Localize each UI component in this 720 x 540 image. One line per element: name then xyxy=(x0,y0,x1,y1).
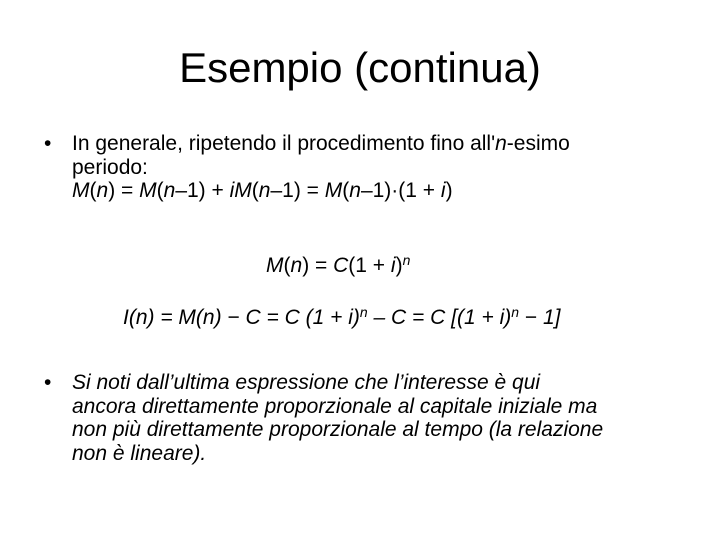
exponent: n xyxy=(511,304,520,320)
bullet1-line2: periodo: xyxy=(72,155,148,179)
bullet1-text xyxy=(72,132,570,203)
eq-part: ( xyxy=(342,179,350,202)
bullet1-line1-end: -esimo xyxy=(506,132,570,155)
eq-part: ( xyxy=(283,254,291,277)
bullet2-line: non è lineare). xyxy=(72,441,207,465)
bullet2-line: ancora direttamente proporzionale al capitale iniziale ma xyxy=(72,394,598,418)
eq-part: M xyxy=(266,254,284,277)
bullet1-line1-var: n xyxy=(495,132,507,155)
eq-part: ) xyxy=(445,179,453,202)
eq-part: (1 + xyxy=(348,254,391,277)
bullet1-line3-equation xyxy=(72,179,453,202)
eq-part: 1] xyxy=(537,306,561,329)
eq-part: n xyxy=(163,179,176,202)
eq-part: I(n) = M(n) xyxy=(123,306,228,329)
eq-part: ) xyxy=(395,254,403,277)
slide-title: Esempio (continua) xyxy=(179,44,541,91)
eq-part: i xyxy=(390,254,396,277)
bullet2-text xyxy=(72,371,603,465)
exponent: n xyxy=(402,252,411,268)
exponent: n xyxy=(359,304,368,320)
eq-part: – C = C [(1 + i) xyxy=(367,306,512,329)
eq-part: M xyxy=(324,179,343,202)
eq-part: n xyxy=(290,254,303,277)
eq-part: –1)·(1 + xyxy=(360,179,441,202)
eq-part: M xyxy=(139,179,157,202)
eq-part: –1) + xyxy=(175,179,230,202)
bullet2-line: non più direttamente proporzionale al tempo (la relazione xyxy=(72,418,604,441)
eq-part: n xyxy=(96,179,109,202)
eq-part: C xyxy=(333,254,349,277)
eq-part: iM xyxy=(229,179,252,202)
bullet1-line1 xyxy=(72,132,570,155)
bullet-marker: • xyxy=(44,371,52,394)
minus-sign: − xyxy=(227,306,240,329)
formula-interest xyxy=(123,306,561,330)
eq-part: ( xyxy=(251,179,259,202)
bullet1-line1-start: In generale, ripetendo il procedimento fino all' xyxy=(72,132,496,155)
eq-part: M xyxy=(72,179,90,202)
eq-part: n xyxy=(349,179,361,202)
eq-part: ( xyxy=(89,179,97,202)
bullet2-line: Si noti dall’ultima espressione che l’interesse è qui xyxy=(72,371,541,394)
eq-part: C = C (1 + i) xyxy=(239,306,360,329)
eq-part: –1) = xyxy=(270,179,325,202)
formula-compound-amount xyxy=(266,254,410,278)
minus-sign: − xyxy=(524,306,538,329)
eq-part: ( xyxy=(156,179,164,202)
eq-part: ) = xyxy=(108,179,140,202)
eq-part: ) = xyxy=(302,254,334,277)
bullet-marker: • xyxy=(44,132,52,155)
eq-part: n xyxy=(258,179,271,202)
eq-part: i xyxy=(440,179,446,202)
